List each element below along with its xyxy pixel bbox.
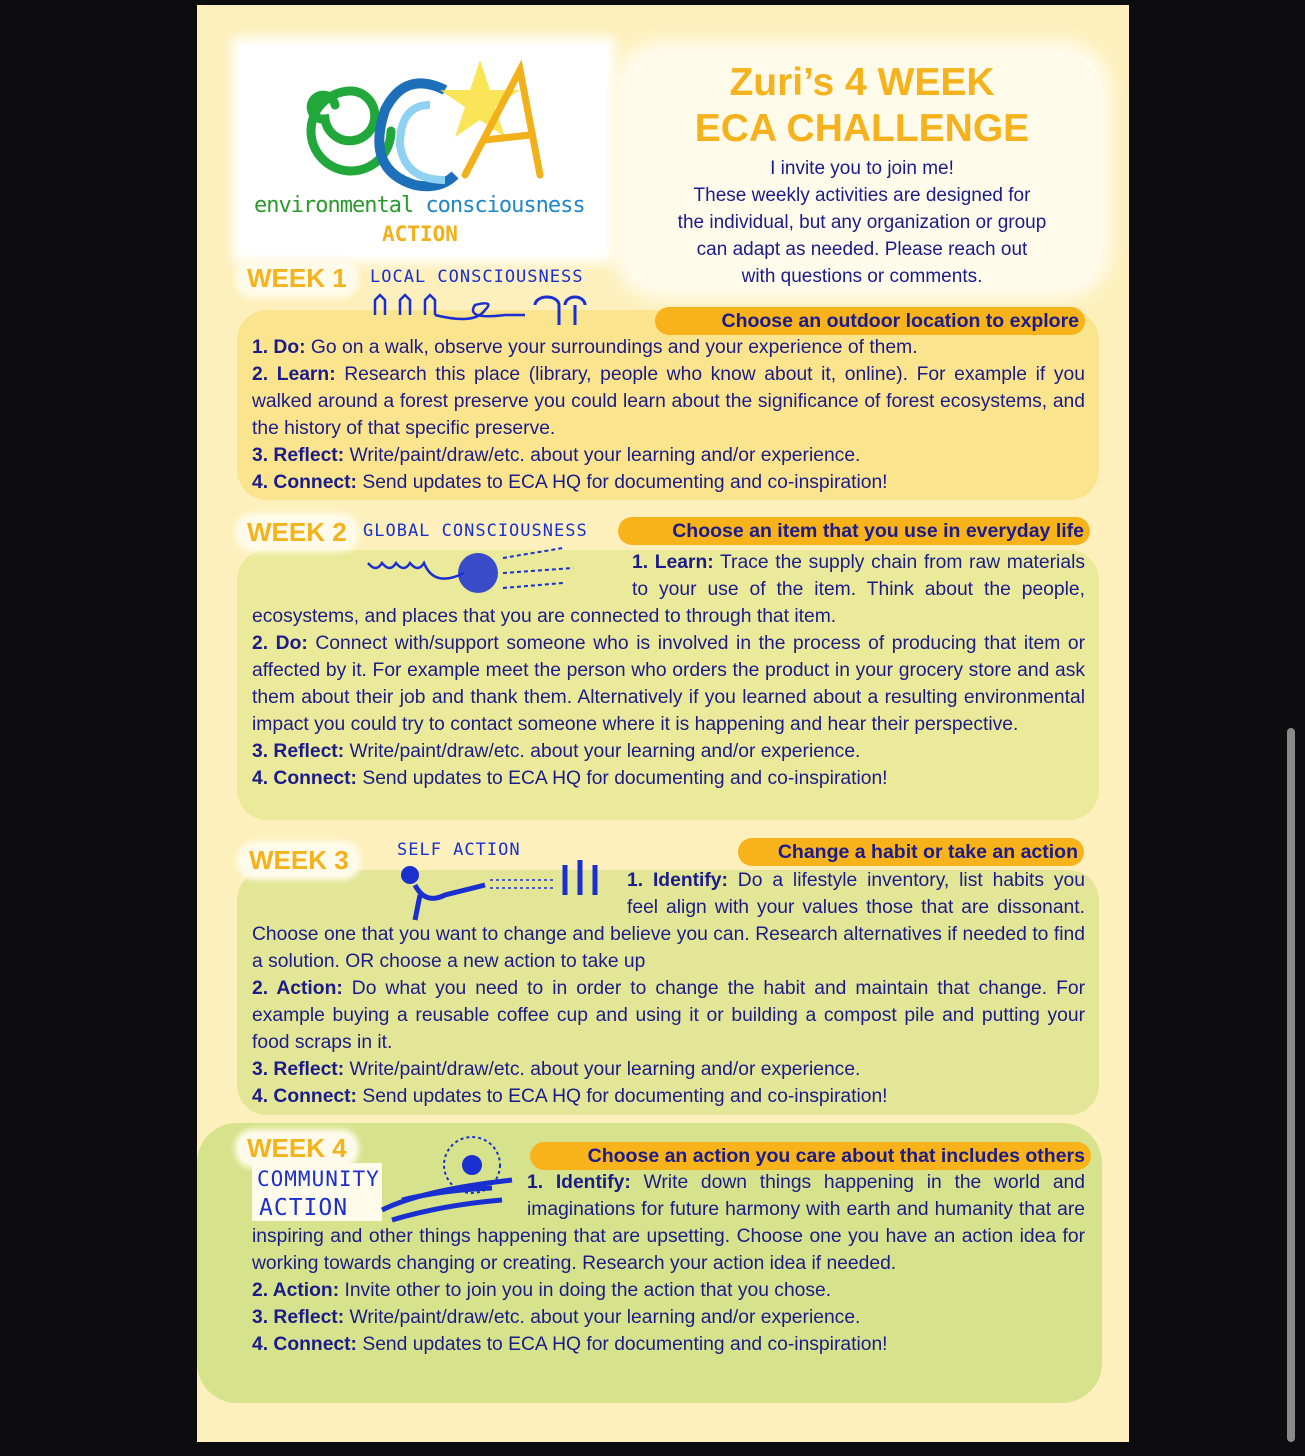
week-1-doodle-icon [370,290,610,330]
activity-label: 1. Do: [252,337,306,358]
week-2-activities [252,549,1085,792]
activity-text: Write/paint/draw/etc. about your learning and/or experience. [344,741,861,762]
activity-text: Write/paint/draw/etc. about your learning and/or experience. [344,1307,861,1328]
week-1-activities [252,334,1085,496]
activity-item [252,975,1085,1056]
activity-label: 1. Learn: [632,552,714,573]
week-2-label: WEEK 2 [239,517,355,548]
activity-text: Go on a walk, observe your surroundings and your experience of them. [305,337,918,358]
doodle-spacer [252,549,632,603]
logo-text-action: ACTION [382,222,458,246]
intro-line: These weekly activities are designed for [693,185,1031,206]
week-3-label: WEEK 3 [241,845,357,876]
week-3-doodle-text: SELF ACTION [397,840,521,860]
activity-text: Research this place (library, people who know about it, online). For example if you walked around a forest preserve you could learn about the significance of forest ecosystems, and the history of that specific preserve. [252,364,1085,439]
intro-text [627,155,1097,290]
week-4-activities [252,1169,1085,1358]
activity-item [252,1277,1085,1304]
doodle-spacer [252,1169,527,1223]
activity-item [252,738,1085,765]
week-2-prompt: Choose an item that you use in everyday life [618,517,1090,545]
intro-line: can adapt as needed. Please reach out [696,239,1028,260]
activity-item [252,1331,1085,1358]
eca-logo [240,45,607,255]
doodle-spacer [252,867,627,921]
activity-text: Write/paint/draw/etc. about your learning and/or experience. [344,445,861,466]
activity-text: Write down things happening in the world and imaginations for future harmony with earth and humanity that are inspiring and other things happening that are upsetting. Choose one you have an action idea for working towards changing or creating. Research your action idea if needed. [252,1172,1085,1274]
activity-item [252,442,1085,469]
activity-text: Send updates to ECA HQ for documenting and co-inspiration! [356,1086,888,1107]
activity-item [252,1056,1085,1083]
activity-item [252,334,1085,361]
activity-item [252,361,1085,442]
week-1-doodle-text: LOCAL CONSCIOUSNESS [370,267,584,287]
activity-label: 2. Action: [252,978,343,999]
activity-label: 4. Connect: [252,1334,357,1355]
activity-label: 2. Learn: [252,364,336,385]
activity-text: Send updates to ECA HQ for documenting and co-inspiration! [356,768,888,789]
week-3-activities [252,867,1085,1110]
activity-item [252,1304,1085,1331]
activity-text: Write/paint/draw/etc. about your learning and/or experience. [344,1059,861,1080]
week-4-prompt: Choose an action you care about that includes others [530,1142,1091,1170]
activity-text: Connect with/support someone who is involved in the process of producing that item or affected by it. For example meet the person who orders the product in your grocery store and ask them about their job and thank them. Alternatively if you learned about a resulting environmental impact you could try to contact someone where it is happening and hear their perspective. [252,633,1085,735]
poster [197,5,1129,1442]
activity-text: Trace the supply chain from raw materials to your use of the item. Think about the people, ecosystems, and places that you are connected to through that item. [252,552,1085,627]
activity-item [252,469,1085,496]
activity-item [252,1083,1085,1110]
activity-label: 3. Reflect: [252,741,345,762]
title-line-2: ECA CHALLENGE [694,107,1030,150]
logo-text-consciousness: consciousness [425,193,585,218]
activity-label: 1. Identify: [627,870,728,891]
activity-text: Do a lifestyle inventory, list habits you feel align with your values those that are dissonant. Choose one that you want to change and believe you can. Research alternatives if needed to find a solution. OR choose a new action to take up [252,870,1085,972]
activity-label: 3. Reflect: [252,445,345,466]
title-line-1: Zuri’s 4 WEEK [729,61,995,104]
activity-text: Send updates to ECA HQ for documenting and co-inspiration! [356,1334,888,1355]
week-1-label: WEEK 1 [239,263,355,294]
activity-text: Invite other to join you in doing the action that you chose. [339,1280,832,1301]
activity-label: 2. Action: [252,1280,340,1301]
activity-label: 3. Reflect: [252,1059,345,1080]
intro-line: I invite you to join me! [770,158,954,179]
activity-label: 1. Identify: [527,1172,631,1193]
week-4-doodle-text-2: ACTION [259,1195,349,1221]
logo-text-environmental: environmental [254,193,414,218]
scrollbar[interactable] [1287,728,1295,1442]
week-3-prompt: Change a habit or take an action [738,838,1084,866]
intro-line: with questions or comments. [741,266,983,287]
week-4-doodle-text-1: COMMUNITY [257,1167,380,1191]
activity-text: Send updates to ECA HQ for documenting and co-inspiration! [356,472,888,493]
page-title [627,60,1097,152]
eca-logo-mark [240,45,607,195]
activity-label: 4. Connect: [252,1086,357,1107]
week-4-label: WEEK 4 [239,1133,355,1164]
activity-label: 4. Connect: [252,472,357,493]
intro-line: the individual, but any organization or group [677,212,1047,233]
activity-label: 3. Reflect: [252,1307,345,1328]
activity-item [252,630,1085,738]
activity-item [252,765,1085,792]
activity-label: 2. Do: [252,633,308,654]
week-1-prompt: Choose an outdoor location to explore [655,307,1085,335]
week-2-doodle-text: GLOBAL CONSCIOUSNESS [363,521,588,541]
activity-label: 4. Connect: [252,768,357,789]
activity-text: Do what you need to in order to change the habit and maintain that change. For example buying a reusable coffee cup and using it or building a compost pile and putting your food scraps in it. [252,978,1085,1053]
